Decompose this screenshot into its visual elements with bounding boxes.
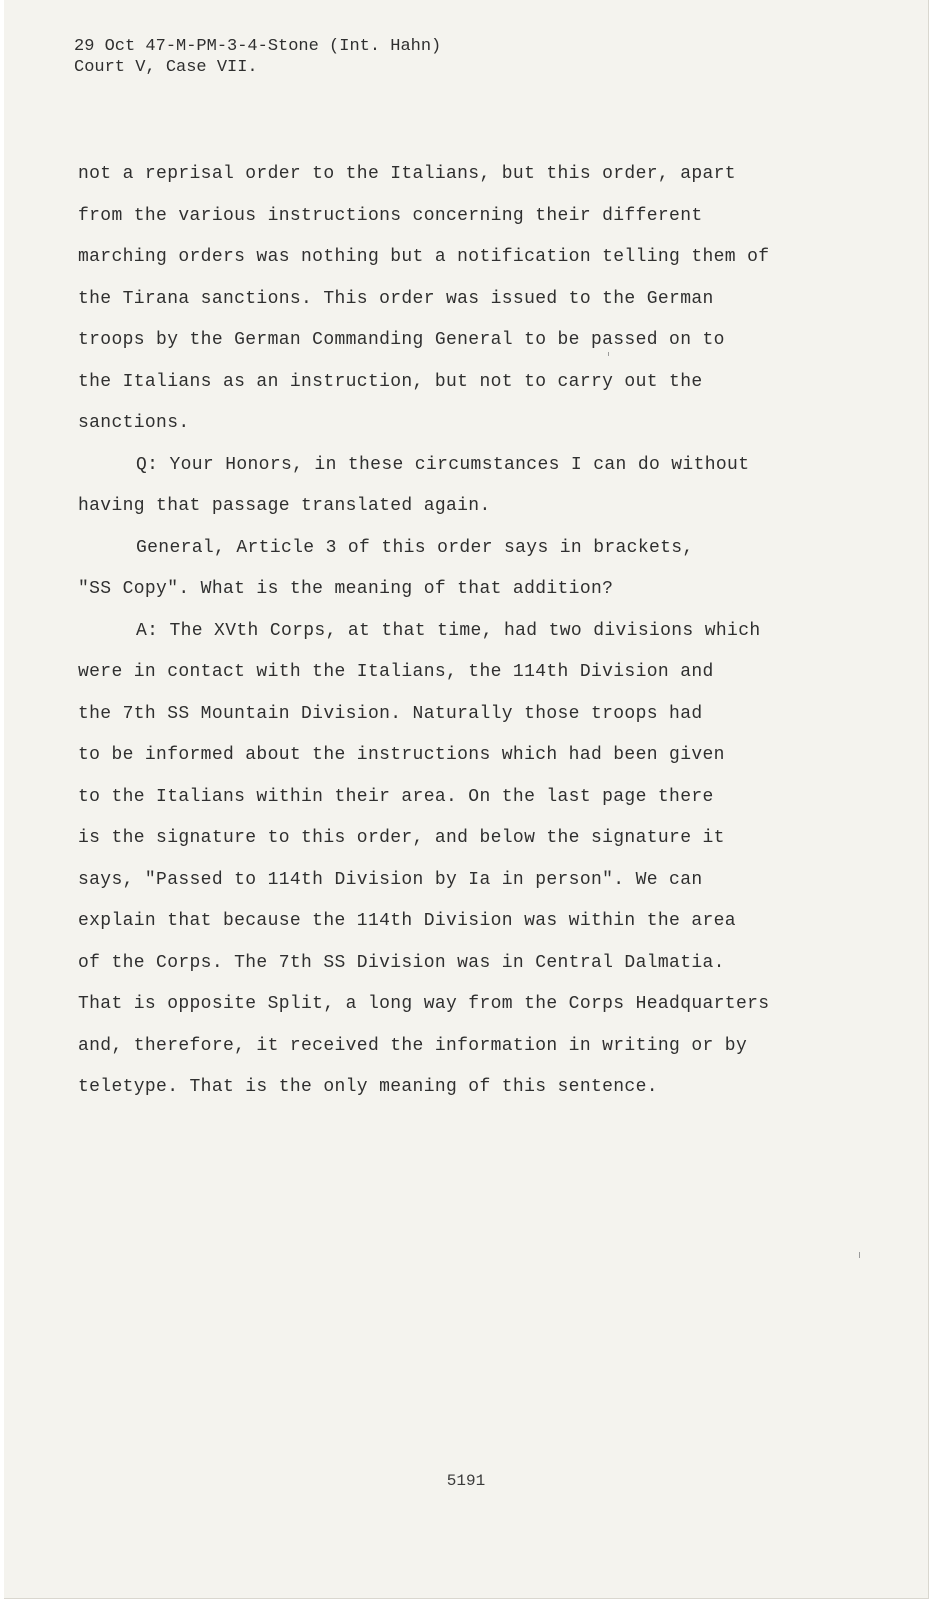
question-line: Q: Your Honors, in these circumstances I can do without	[136, 454, 750, 475]
transcript-line: the 7th SS Mountain Division. Naturally those troops had	[78, 703, 703, 724]
transcript-line: teletype. That is the only meaning of this sentence.	[78, 1077, 658, 1097]
transcript-line: sanctions.	[78, 413, 190, 433]
transcript-line: is the signature to this order, and below the signature it	[78, 828, 725, 848]
transcript-line: were in contact with the Italians, the 114th Division and	[78, 662, 714, 682]
document-page	[4, 0, 929, 1599]
transcript-line: from the various instructions concerning their different	[78, 205, 703, 226]
answer-line: A: The XVth Corps, at that time, had two divisions which	[136, 620, 761, 641]
transcript-line: marching orders was nothing but a notification telling them of	[78, 247, 770, 267]
paper-speck	[608, 352, 609, 356]
transcript-line: the Italians as an instruction, but not to carry out the	[78, 371, 703, 392]
transcript-line: of the Corps. The 7th SS Division was in Central Dalmatia.	[78, 952, 725, 973]
page-number: 5191	[446, 1472, 486, 1490]
document-header	[74, 36, 441, 78]
header-session-line: 29 Oct 47-M-PM-3-4-Stone (Int. Hahn)	[74, 37, 442, 56]
transcript-line: That is opposite Split, a long way from the Corps Headquarters	[78, 994, 770, 1014]
transcript-line: to be informed about the instructions which had been given	[78, 745, 725, 765]
transcript-line: not a reprisal order to the Italians, but this order, apart	[78, 164, 736, 184]
transcript-line: says, "Passed to 114th Division by Ia in person". We can	[78, 869, 703, 890]
transcript-line: troops by the German Commanding General to be passed on to	[78, 330, 725, 350]
header-court-line: Court V, Case VII.	[74, 58, 258, 77]
transcript-line: explain that because the 114th Division was within the area	[78, 911, 736, 931]
transcript-line: "SS Copy". What is the meaning of that addition?	[78, 579, 614, 599]
transcript-line: the Tirana sanctions. This order was issued to the German	[78, 288, 714, 309]
transcript-line: to the Italians within their area. On the last page there	[78, 786, 714, 807]
paper-speck	[859, 1252, 860, 1258]
transcript-body	[78, 154, 858, 1109]
transcript-line: having that passage translated again.	[78, 496, 491, 516]
question-line: General, Article 3 of this order says in brackets,	[136, 537, 694, 558]
transcript-line: and, therefore, it received the information in writing or by	[78, 1035, 748, 1056]
